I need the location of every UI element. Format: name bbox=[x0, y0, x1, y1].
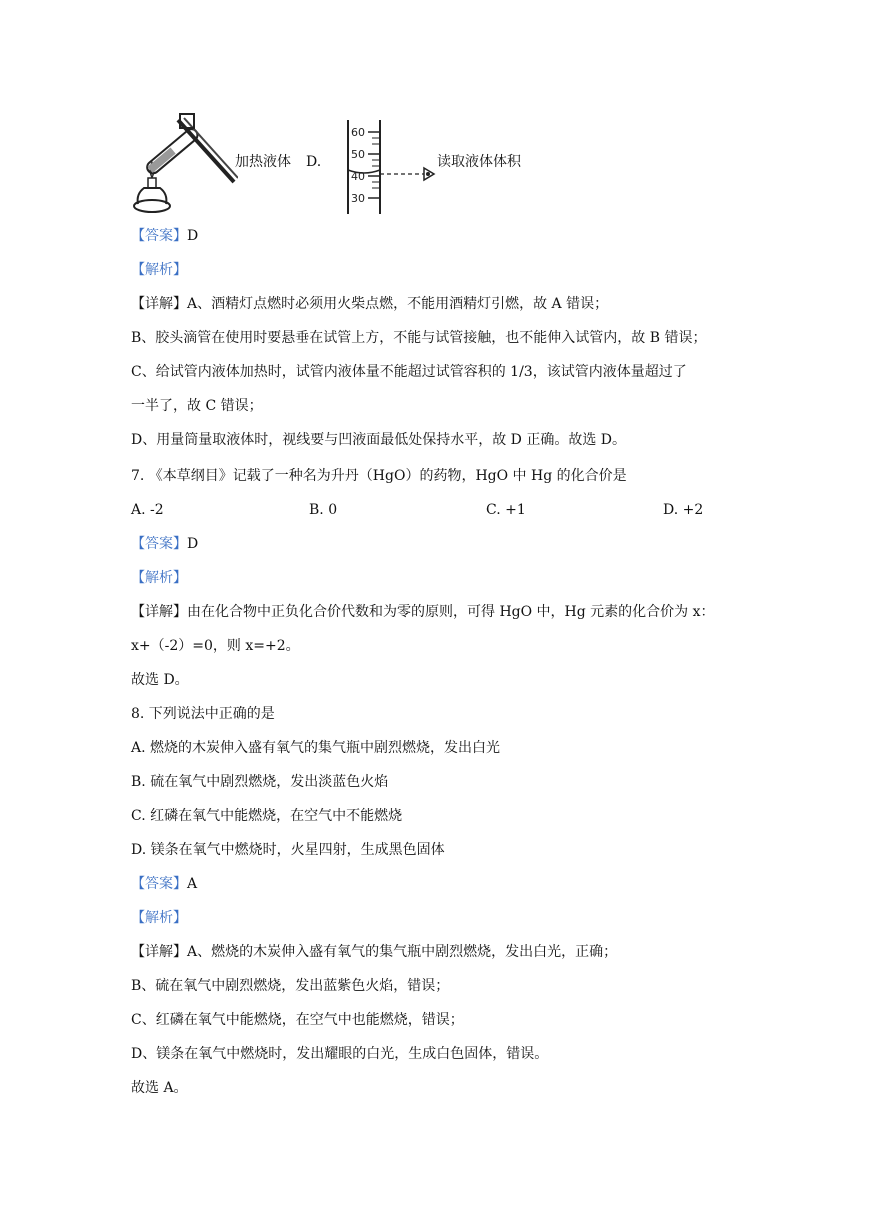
q8-detail-line: 【详解】A、燃烧的木炭伸入盛有氧气的集气瓶中剧烈燃烧，发出白光，正确； bbox=[131, 944, 618, 960]
cylinder-tick-label: 60 bbox=[351, 126, 365, 139]
q7-option-c: C. +1 bbox=[486, 502, 526, 518]
detail-tag: 【详解】 bbox=[131, 944, 187, 960]
measuring-cylinder-figure bbox=[340, 118, 440, 218]
q7-detail-line: 【详解】由在化合物中正负化合价代数和为零的原则，可得 HgO 中，Hg 元素的化合价为 x： bbox=[131, 604, 715, 620]
q7-option-b: B. 0 bbox=[309, 502, 338, 518]
cylinder-tick-label: 50 bbox=[351, 148, 365, 161]
q7-detail-line: x+（-2）=0，则 x=+2。 bbox=[131, 638, 300, 654]
q8-option-a: A. 燃烧的木炭伸入盛有氧气的集气瓶中剧烈燃烧，发出白光 bbox=[131, 740, 501, 756]
answer-value: D bbox=[187, 228, 199, 244]
q8-option-c: C. 红磷在氧气中能燃烧，在空气中不能燃烧 bbox=[131, 808, 403, 824]
q7-answer bbox=[131, 534, 198, 554]
q6-answer bbox=[131, 226, 198, 246]
q7-option-d: D. +2 bbox=[663, 502, 704, 518]
answer-tag: 【答案】 bbox=[131, 536, 187, 552]
q8-question: 8. 下列说法中正确的是 bbox=[131, 706, 275, 722]
cylinder-tick-label: 40 bbox=[351, 170, 365, 183]
detail-tag: 【详解】 bbox=[131, 604, 187, 620]
q8-option-b: B. 硫在氧气中剧烈燃烧，发出淡蓝色火焰 bbox=[131, 774, 389, 790]
answer-tag: 【答案】 bbox=[131, 876, 187, 892]
answer-tag: 【答案】 bbox=[131, 228, 187, 244]
q8-answer bbox=[131, 874, 197, 894]
q8-option-d: D. 镁条在氧气中燃烧时，火星四射，生成黑色固体 bbox=[131, 842, 445, 858]
q6-detail-line: B、胶头滴管在使用时要悬垂在试管上方，不能与试管接触，也不能伸入试管内，故 B 错误； bbox=[131, 330, 707, 346]
q8-detail-line: B、硫在氧气中剧烈燃烧，发出蓝紫色火焰，错误； bbox=[131, 978, 450, 994]
q6-detail-line: 【详解】A、酒精灯点燃时必须用火柴点燃，不能用酒精灯引燃，故 A 错误； bbox=[131, 296, 609, 312]
q8-detail-line: 故选 A。 bbox=[131, 1080, 188, 1096]
q6-detail-line: D、用量筒量取液体时，视线要与凹液面最低处保持水平，故 D 正确。故选 D。 bbox=[131, 432, 627, 448]
detail-tag: 【详解】 bbox=[131, 296, 187, 312]
q8-analysis-tag: 【解析】 bbox=[131, 910, 187, 926]
cylinder-tick-label: 30 bbox=[351, 192, 365, 205]
heating-label: 加热液体 bbox=[235, 154, 291, 170]
option-d-label: D. bbox=[306, 154, 322, 170]
answer-value: A bbox=[187, 876, 198, 892]
q6-analysis-tag: 【解析】 bbox=[131, 262, 187, 278]
q6-detail-line: C、给试管内液体加热时，试管内液体量不能超过试管容积的 1/3，该试管内液体量超过了 bbox=[131, 364, 687, 380]
q7-analysis-tag: 【解析】 bbox=[131, 570, 187, 586]
q8-detail-line: C、红磷在氧气中能燃烧，在空气中也能燃烧，错误； bbox=[131, 1012, 464, 1028]
q7-question: 7. 《本草纲目》记载了一种名为升丹（HgO）的药物，HgO 中 Hg 的化合价是 bbox=[131, 468, 627, 484]
q8-detail-line: D、镁条在氧气中燃烧时，发出耀眼的白光，生成白色固体，错误。 bbox=[131, 1046, 549, 1062]
q7-option-a: A. -2 bbox=[131, 502, 164, 518]
heating-apparatus-figure bbox=[128, 110, 238, 220]
reading-label: 读取液体体积 bbox=[437, 154, 521, 170]
q7-detail-line: 故选 D。 bbox=[131, 672, 189, 688]
figures-row bbox=[0, 110, 869, 220]
q6-detail-line: 一半了，故 C 错误； bbox=[131, 398, 263, 414]
answer-value: D bbox=[187, 536, 199, 552]
